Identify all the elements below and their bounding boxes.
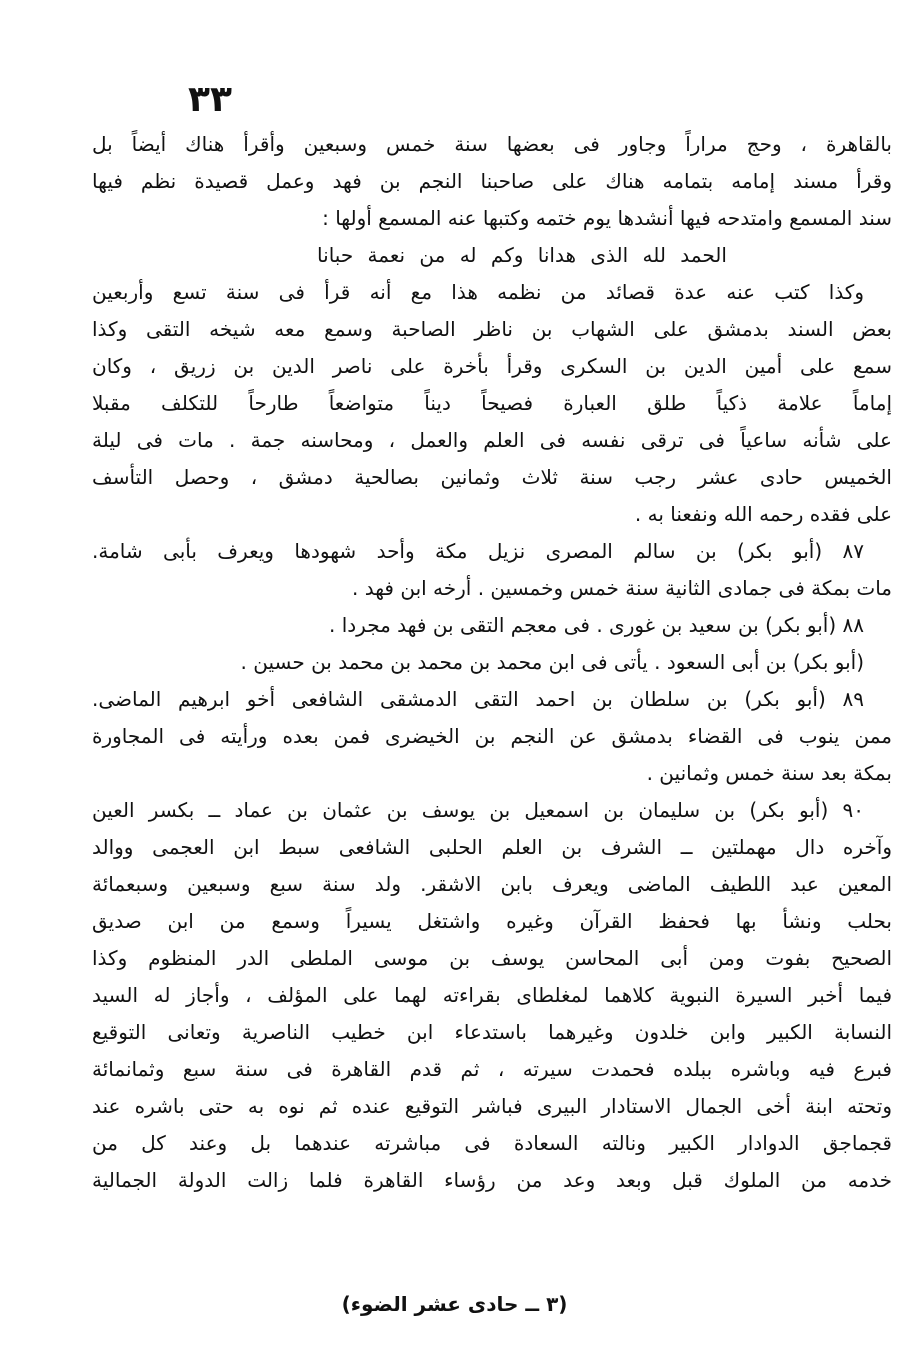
- entry-90-line: ٩٠ (أبو بكر) بن سليمان بن اسمعيل بن يوسف بن عثمان بن عماد ــ بكسر العين: [92, 798, 864, 822]
- text-line: فبرع فيه وباشره ببلده فحمدت سيرته ، ثم قدم القاهرة فى سنة سبع وثمانمائة: [92, 1057, 892, 1081]
- page-number: ٣٣: [188, 79, 232, 120]
- text-line: بحلب ونشأ بها فحفظ القرآن وغيره واشتغل يسيراً وسمع من ابن صديق: [92, 909, 892, 933]
- text-line: الخميس حادى عشر رجب سنة ثلاث وثمانين بصالحية دمشق ، وحصل التأسف: [92, 465, 892, 489]
- text-line: بعض السند بدمشق على الشهاب بن ناظر الصاحبة وسمع معه شيخه التقى وكذا: [92, 317, 892, 341]
- text-line: إماماً علامة ذكياً طلق العبارة فصيحاً ديناً متواضعاً طارحاً للتكلف مقبلا: [92, 391, 892, 415]
- entry-87-line: ٨٧ (أبو بكر) بن سالم المصرى نزيل مكة وأحد شهودها ويعرف بأبى شامة.: [92, 539, 864, 563]
- text-line: خدمه من الملوك قبل وبعد وعد من رؤساء القاهرة فلما زالت الدولة الجمالية: [92, 1168, 892, 1192]
- text-line: بمكة بعد سنة خمس وثمانين .: [646, 761, 892, 785]
- page-footer-signature: (٣ ــ حادى عشر الضوء): [341, 1292, 568, 1316]
- text-line: وقرأ مسند إمامه بتمامه هناك على صاحبنا النجم بن فهد وعمل قصيدة نظم فيها: [92, 169, 892, 193]
- text-line: وكذا كتب عنه عدة قصائد من نظمه هذا مع أنه قرأ فى سنة تسع وأربعين: [92, 280, 864, 304]
- cross-reference-line: (أبو بكر) بن أبى السعود . يأتى فى ابن محمد بن محمد بن محمد بن حسين .: [240, 650, 864, 674]
- text-line: على شأنه ساعياً فى ترقى نفسه فى العلم والعمل ، ومحاسنه جمة . مات فى ليلة: [92, 428, 892, 452]
- text-line: وآخره دال مهملتين ــ الشرف بن العلم الحلبى الشافعى سبط ابن العجمى ووالد: [92, 835, 892, 859]
- text-line: على فقده رحمه الله ونفعنا به .: [634, 502, 892, 526]
- text-line: وتحته ابنة أخى الجمال الاستادار البيرى فباشر التوقيع عنده ثم نوه به حتى باشره عند: [92, 1094, 892, 1118]
- text-line: سند المسمع وامتدحه فيها أنشدها يوم ختمه وكتبها عنه المسمع أولها :: [322, 206, 892, 230]
- text-line: قجماجق الدوادار الكبير ونالته السعادة فى مباشرته عندهما بل وعند كل من: [92, 1131, 892, 1155]
- text-line: مات بمكة فى جمادى الثانية سنة خمس وخمسين . أرخه ابن فهد .: [352, 576, 892, 600]
- entry-89-line: ٨٩ (أبو بكر) بن سلطان بن احمد التقى الدمشقى الشافعى أخو ابرهيم الماضى.: [92, 687, 864, 711]
- text-line: المعين عبد اللطيف الماضى ويعرف بابن الاشقر. ولد سنة سبع وسبعين وسبعمائة: [92, 872, 892, 896]
- text-line: فيما أخبر السيرة النبوية كلاهما لمغلطاى بقراءته لهما على المؤلف ، وأجاز له السيد: [92, 983, 892, 1007]
- text-line: ممن ينوب فى القضاء بدمشق عن النجم بن الخيضرى فمن بعده ورأيته فى المجاورة: [92, 724, 892, 748]
- text-line: بالقاهرة ، وحج مراراً وجاور فى بعضها سنة خمس وسبعين وأقرأ هناك أيضاً بل: [92, 132, 892, 156]
- text-line: سمع على أمين الدين بن السكرى وقرأ بأخرة على ناصر الدين بن زريق ، وكان: [92, 354, 892, 378]
- text-line: النسابة الكبير وابن خلدون وغيرهما باستدعاء ابن خطيب الناصرية وتعانى التوقيع: [92, 1020, 892, 1044]
- text-line: الصحيح بفوت ومن أبى المحاسن يوسف بن موسى الملطى الدر المنظوم وكذا: [92, 946, 892, 970]
- verse-line: الحمد لله الذى هدانا وكم له من نعمة حبانا: [317, 243, 727, 267]
- entry-88-line: ٨٨ (أبو بكر) بن سعيد بن غورى . فى معجم التقى بن فهد مجردا .: [328, 613, 864, 637]
- body-text: [92, 126, 892, 1199]
